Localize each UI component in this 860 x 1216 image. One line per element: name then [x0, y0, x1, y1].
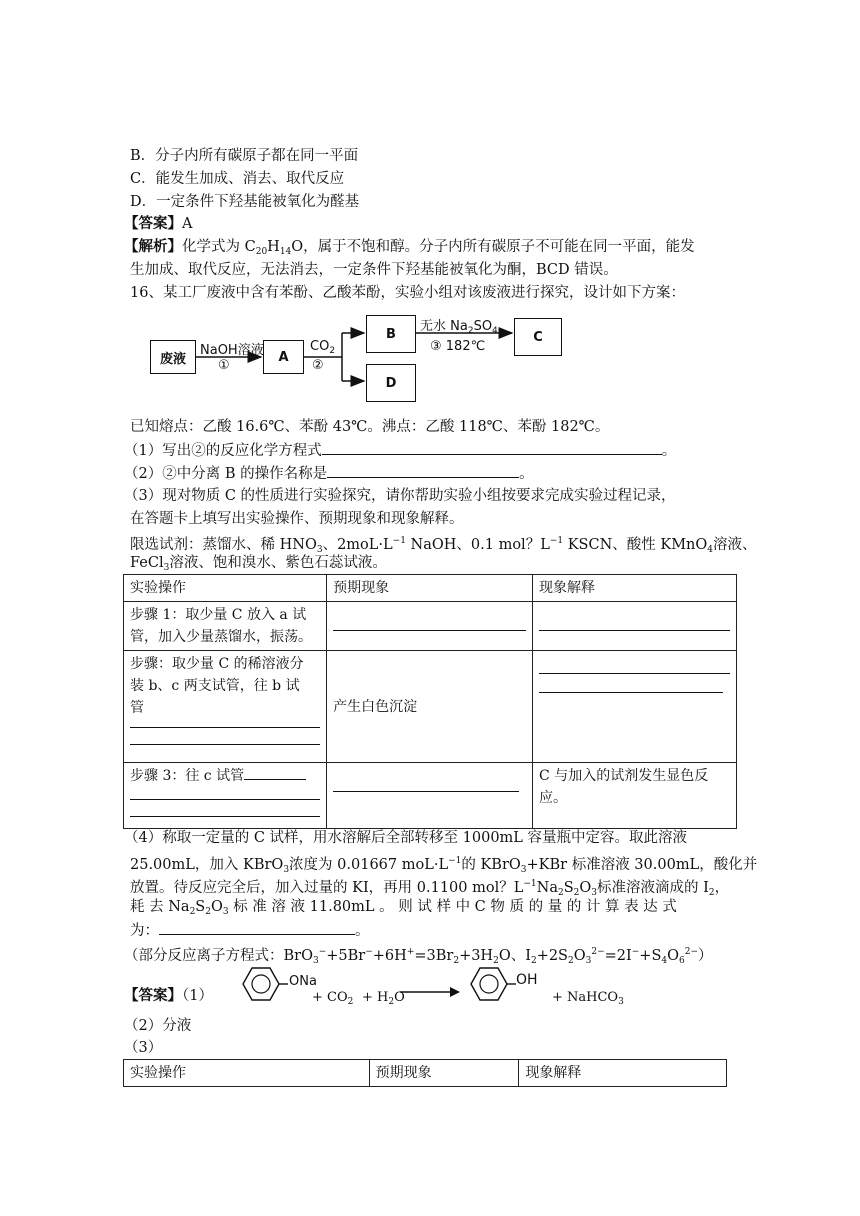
box-a: A — [263, 340, 304, 374]
known-data: 已知熔点：乙酸 16.6℃、苯酚 43℃。沸点：乙酸 118℃、苯酚 182℃。 — [130, 419, 610, 435]
table-row: 步骤 3：往 c 试管 C 与加入的试剂发生显色反 应。 — [124, 763, 737, 829]
phenol-label: OH — [516, 972, 538, 988]
box-c: C — [514, 318, 562, 356]
answer-blank[interactable] — [130, 816, 320, 817]
step1-number: ① — [218, 358, 230, 373]
benzene-ring-icon — [460, 964, 524, 1008]
answer-table — [123, 1059, 727, 1087]
step1-reagent: NaOH溶液 — [200, 343, 264, 358]
header-phenomenon: 预期现象 — [327, 575, 533, 602]
answer-16-part2: （2）分液 — [124, 1018, 192, 1034]
waste-liquid-box: 废液 — [150, 340, 196, 374]
experiment-table — [123, 574, 737, 829]
step3-reagent: 无水 $Na_2SO_4$ — [420, 319, 498, 336]
answer-16-label: 【答案】（1） — [124, 987, 213, 1004]
ionic-equations: （部分反应离子方程式：$BrO_3^-+5Br^-+6H^+=3Br_2+3H_2O$、$I_2+2S_2O_3^{2-}=2I^-+S_4O_6^{2-}$） — [124, 947, 713, 966]
header-operation: 实验操作 — [124, 575, 327, 602]
question-16-part4-line3: 放置。待反应完全后，加入过量的 KI，再用 0.1100 mol？$L^{-1}Na_2S_2O_3$标准溶液滴成的 $I_2$， — [130, 879, 730, 898]
option-c: C．能发生加成、消去、取代反应 — [130, 171, 345, 187]
plus-h2o: + $H_2O$ — [362, 990, 405, 1007]
answer-blank[interactable] — [539, 630, 730, 631]
question-16-part3-line2: 在答题卡上填写出实验操作、预期现象和现象解释。 — [130, 511, 464, 527]
reagent-list-line1: 限选试剂：蒸馏水、稀 $HNO_3$、$2moL\cdot L^{-1}$ NaOH、0.1 mol？$L^{-1}$ KSCN、酸性 KMnO$_4$溶液、 — [130, 536, 757, 555]
question-16-part1: （1）写出②的反应化学方程式 。 — [124, 440, 676, 461]
answer-blank[interactable] — [333, 630, 526, 631]
answer-blank[interactable] — [333, 791, 519, 792]
reaction-arrow-icon — [398, 984, 462, 1000]
box-d: D — [366, 364, 416, 402]
question-16-part2: （2）②中分离 B 的操作名称是 。 — [124, 463, 534, 484]
question-16-part4-line5: 为： 。 — [130, 920, 370, 941]
analysis-15-line2: 生加成、取代反应，无法消去，一定条件下羟基能被氧化为酮，BCD 错误。 — [130, 262, 618, 278]
table-header-row — [124, 575, 737, 602]
white-precipitate-cell: 产生白色沉淀 — [327, 651, 533, 763]
header-operation: 实验操作 — [124, 1060, 370, 1087]
option-b: B．分子内所有碳原子都在同一平面 — [130, 148, 359, 164]
step2-reagent: $CO_2$ — [310, 339, 336, 356]
question-16-intro: 16、某工厂废液中含有苯酚、乙酸苯酚，实验小组对该废液进行探究，设计如下方案： — [130, 285, 685, 301]
answer-blank[interactable] — [539, 692, 723, 693]
option-d: D．一定条件下羟基能被氧化为醛基 — [130, 194, 360, 210]
plus-co2: + $CO_2$ — [312, 990, 354, 1007]
sodium-phenoxide-label: ONa — [289, 974, 317, 989]
answer-blank[interactable] — [159, 920, 355, 935]
reagent-list-line2: FeCl$_3$溶液、饱和溴水、紫色石蕊试液。 — [130, 555, 387, 573]
header-explanation: 现象解释 — [519, 1060, 727, 1087]
answer-blank[interactable] — [327, 463, 519, 478]
header-explanation: 现象解释 — [533, 575, 737, 602]
answer-blank[interactable] — [244, 765, 306, 780]
answer-15: 【答案】A — [124, 215, 193, 232]
table-header-row — [124, 1060, 727, 1087]
table-row: 步骤：取少量 C 的稀溶液分 装 b、c 两支试管，往 b 试 管 产生白色沉淀 — [124, 651, 737, 763]
box-b: B — [366, 315, 416, 353]
header-phenomenon: 预期现象 — [369, 1060, 519, 1087]
analysis-15-line1: 【解析】化学式为 $C_{20}H_{14}O$，属于不饱和醇。分子内所有碳原子不可能在同一平面，能发 — [124, 238, 695, 257]
plus-nahco3: + NaHCO$_3$ — [552, 990, 624, 1007]
question-16-part4-line1: （4）称取一定量的 C 试样，用水溶解后全部转移至 1000mL 容量瓶中定容。取此溶液 — [124, 830, 688, 846]
answer-blank[interactable] — [322, 440, 662, 455]
answer-16-part3: （3） — [124, 1040, 163, 1056]
step3-condition: ③ 182℃ — [430, 339, 486, 354]
question-16-part4-line4: 耗 去 $Na_2S_2O_3$ 标 准 溶 液 11.80mL 。 则 试 样 中 C 物 质 的 量 的 计 算 表 达 式 — [130, 899, 677, 917]
answer-blank[interactable] — [130, 744, 320, 745]
question-16-part4-line2: 25.00mL，加入 KBrO$_3$浓度为 0.01667 $moL\cdot L^{-1}$的 KBrO$_3$+KBr 标准溶液 30.00mL，酸化并 — [130, 856, 758, 875]
question-16-part3-line1: （3）现对物质 C 的性质进行实验探究，请你帮助实验小组按要求完成实验过程记录， — [124, 488, 676, 504]
benzene-ring-icon — [232, 964, 296, 1008]
table-row: 步骤 1：取少量 C 放入 a 试 管，加入少量蒸馏水，振荡。 — [124, 602, 737, 651]
step2-number: ② — [312, 358, 324, 373]
